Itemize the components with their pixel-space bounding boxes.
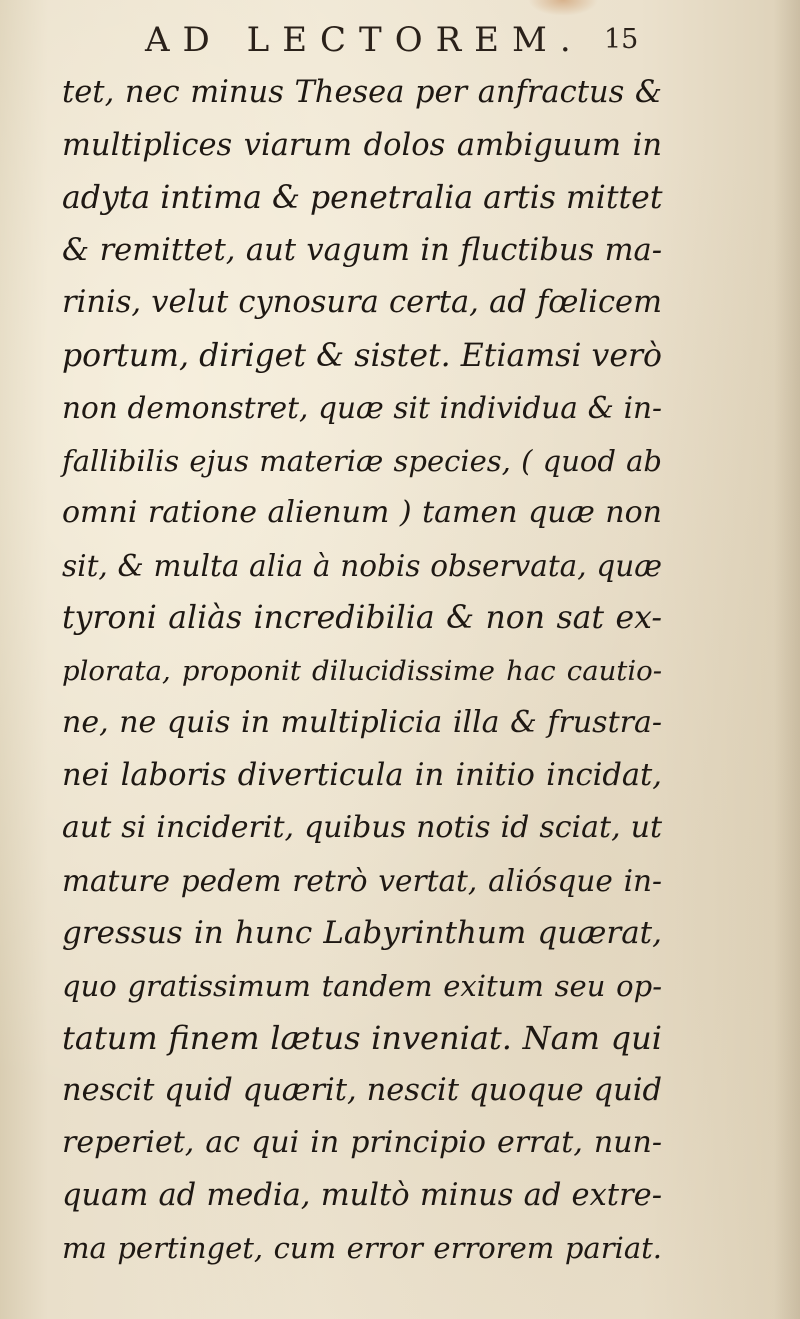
text-line: sit, & multa alia à nobis observata, quæ (62, 548, 662, 583)
text-line: rinis, velut cynosura certa, ad fœlicem (62, 285, 662, 320)
text-line: quam ad media, multò minus ad extre- (62, 1177, 662, 1213)
text-line: fallibilis ejus materiæ species, ( quod ab (62, 443, 662, 478)
text-line: quo gratissimum tandem exitum seu op- (62, 968, 662, 1003)
text-line: non demonstret, quæ sit individua & in- (62, 391, 662, 425)
text-line: multiplices viarum dolos ambiguum in (62, 127, 662, 163)
text-line: nescit quid quærit, nescit quoque quid (62, 1072, 662, 1108)
page-gutter-shadow (774, 0, 800, 1319)
page-number: 15 (604, 24, 639, 55)
text-line: tatum finem lætus inveniat. Nam qui (62, 1019, 662, 1057)
text-line: tet, nec minus Thesea per anfractus & (62, 75, 662, 110)
body-text (62, 67, 662, 1275)
text-line: plorata, proponit dilucidissime hac cautio- (62, 654, 662, 687)
text-line: omni ratione alienum ) tamen quæ non (62, 495, 662, 530)
text-line: aut si inciderit, quibus notis id sciat, ut (62, 810, 662, 845)
text-line: tyroni aliàs incredibilia & non sat ex- (62, 600, 662, 636)
running-head: AD LECTOREM. (145, 20, 584, 60)
text-line: portum, diriget & sistet. Etiamsi verò (62, 337, 662, 374)
text-line: & remittet, aut vagum in fluctibus ma- (62, 232, 662, 268)
paper-stain (528, 0, 598, 16)
text-line: ne, ne quis in multiplicia illa & frustra- (62, 705, 662, 740)
text-line: nei laboris diverticula in initio incidat, (62, 757, 662, 793)
text-line: adyta intima & penetralia artis mittet (62, 180, 663, 216)
text-line: reperiet, ac qui in principio errat, nun- (62, 1125, 662, 1160)
text-line: mature pedem retrò vertat, aliósque in- (62, 863, 662, 898)
text-line: ma pertinget, cum error errorem pariat. (62, 1231, 662, 1265)
text-line: gressus in hunc Labyrinthum quærat, (62, 915, 662, 951)
